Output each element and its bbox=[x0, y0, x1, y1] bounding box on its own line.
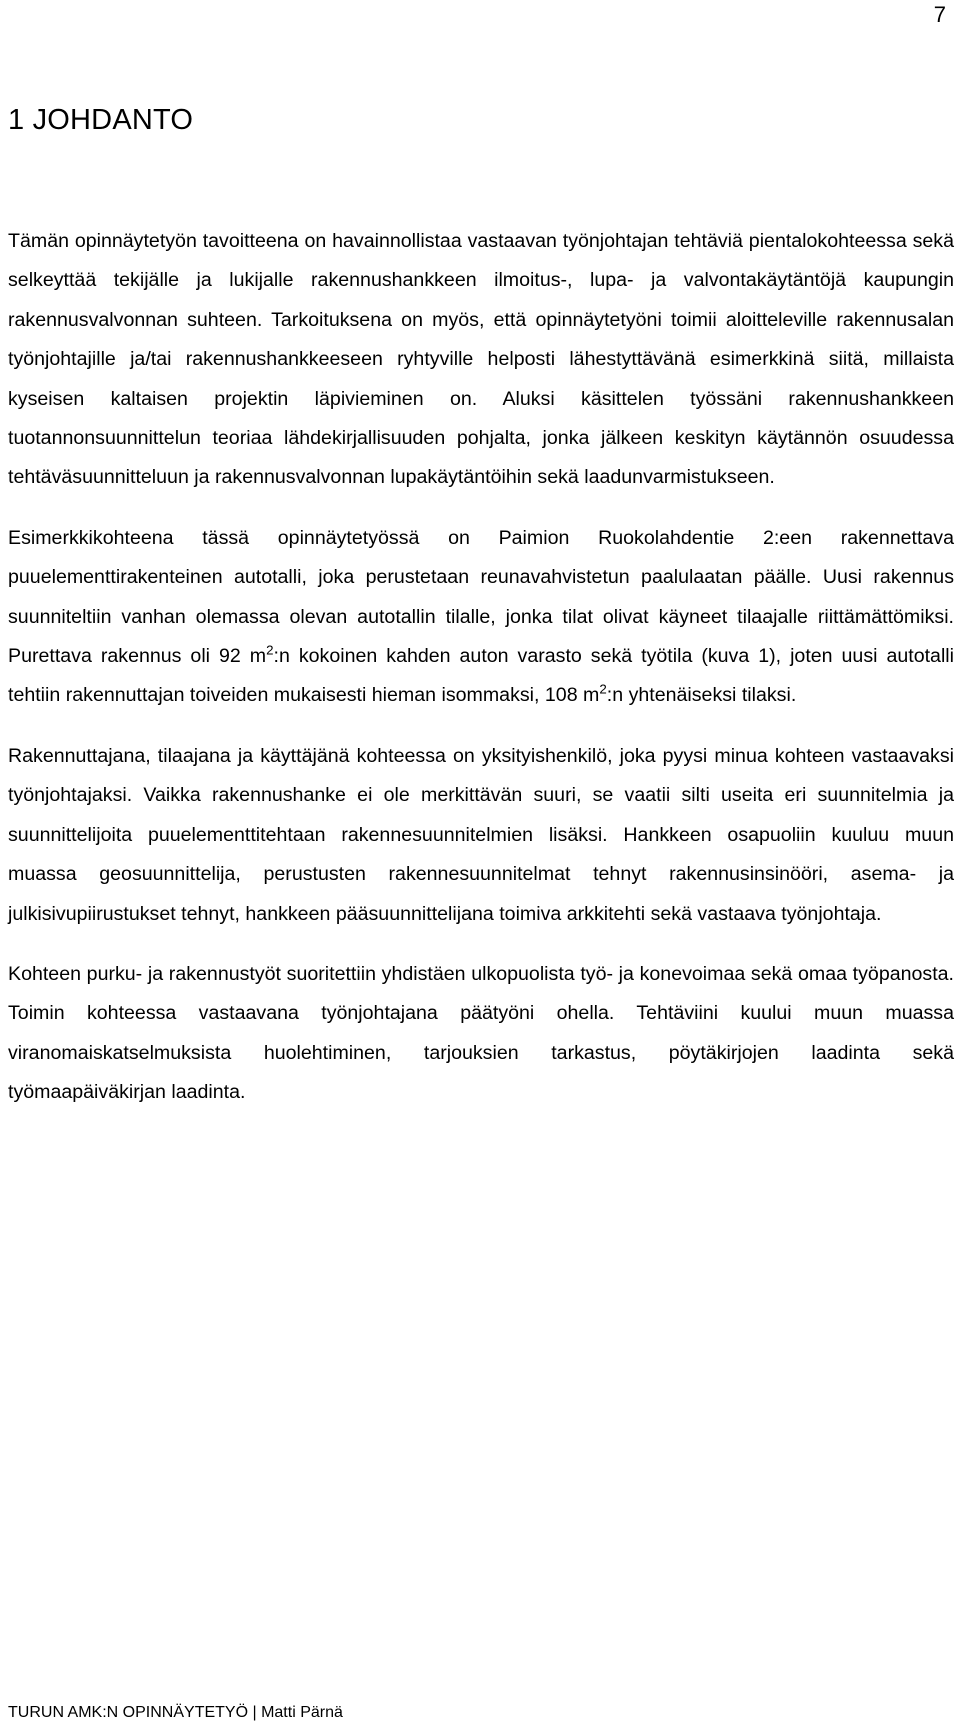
chapter-heading: 1 JOHDANTO bbox=[8, 104, 194, 136]
paragraph-2 bbox=[8, 519, 954, 716]
paragraph-2-part-c: :n yhtenäiseksi tilaksi. bbox=[606, 684, 797, 707]
superscript-2-second: 2 bbox=[599, 681, 607, 697]
paragraph-2-part-a: Esimerkkikohteena tässä opinnäytetyössä on Paimion Ruokolahdentie 2:een rakennettava puuelementtirakenteinen autotalli, joka perustetaan reunavahvistetun paalulaatan päälle. Uusi rakennus suunniteltiin vanhan olemassa olevan autotallin tilalle, jonka tilat olivat käyneet tilaajalle riittämättömiksi. Purettava rakennus oli 92 m bbox=[8, 526, 954, 668]
page-number: 7 bbox=[933, 2, 946, 27]
body-text bbox=[8, 222, 954, 1134]
paragraph-1: Tämän opinnäytetyön tavoitteena on havainnollistaa vastaavan työnjohtajan tehtäviä pientalokohteessa sekä selkeyttää tekijälle ja lukijalle rakennushankkeen ilmoitus-, lupa- ja valvontakäytäntöjä kaupungin rakennusvalvonnan suhteen. Tarkoituksena on myös, että opinnäytetyöni toimii aloitteleville rakennusalan työnjohtajille ja/tai rakennushankkeeseen ryhtyville helposti lähestyttävänä esimerkkinä siitä, millaista kyseisen kaltaisen projektin läpivieminen on. Aluksi käsittelen työssäni rakennushankkeen tuotannonsuunnittelun teoriaa lähdekirjallisuuden pohjalta, jonka jälkeen keskityn käytännön osuudessa tehtäväsuunnitteluun ja rakennusvalvonnan lupakäytäntöihin sekä laadunvarmistukseen. bbox=[8, 230, 954, 489]
paragraph-3: Rakennuttajana, tilaajana ja käyttäjänä kohteessa on yksityishenkilö, joka pyysi minua kohteen vastaavaksi työnjohtajaksi. Vaikka rakennushanke ei ole merkittävän suuri, se vaatii silti useita eri suunnitelmia ja suunnittelijoita puuelementtitehtaan rakennesuunnitelmien lisäksi. Hankkeen osapuoliin kuuluu muun muassa geosuunnittelija, perustusten rakennesuunnitelmat tehnyt rakennusinsinööri, asema- ja julkisivupiirustukset tehnyt, hankkeen pääsuunnittelijana toimiva arkkitehti sekä vastaava työnjohtaja. bbox=[8, 744, 954, 925]
footer: TURUN AMK:N OPINNÄYTETYÖ | Matti Pärnä bbox=[8, 1704, 343, 1721]
superscript-2: 2 bbox=[266, 642, 274, 658]
paragraph-4: Kohteen purku- ja rakennustyöt suoritettiin yhdistäen ulkopuolista työ- ja konevoimaa sekä omaa työpanosta. Toimin kohteessa vastaavana työnjohtajana päätyöni ohella. Tehtäviini kuului muun muassa viranomaiskatselmuksista huolehtiminen, tarjouksien tarkastus, pöytäkirjojen laadinta sekä työmaapäiväkirjan laadinta. bbox=[8, 962, 954, 1104]
paragraph-2-part-b: :n kokoinen kahden auton varasto sekä työtila (kuva 1), joten uusi autotalli tehtiin rakennuttajan toiveiden mukaisesti hieman isommaksi, 108 m bbox=[8, 645, 954, 707]
